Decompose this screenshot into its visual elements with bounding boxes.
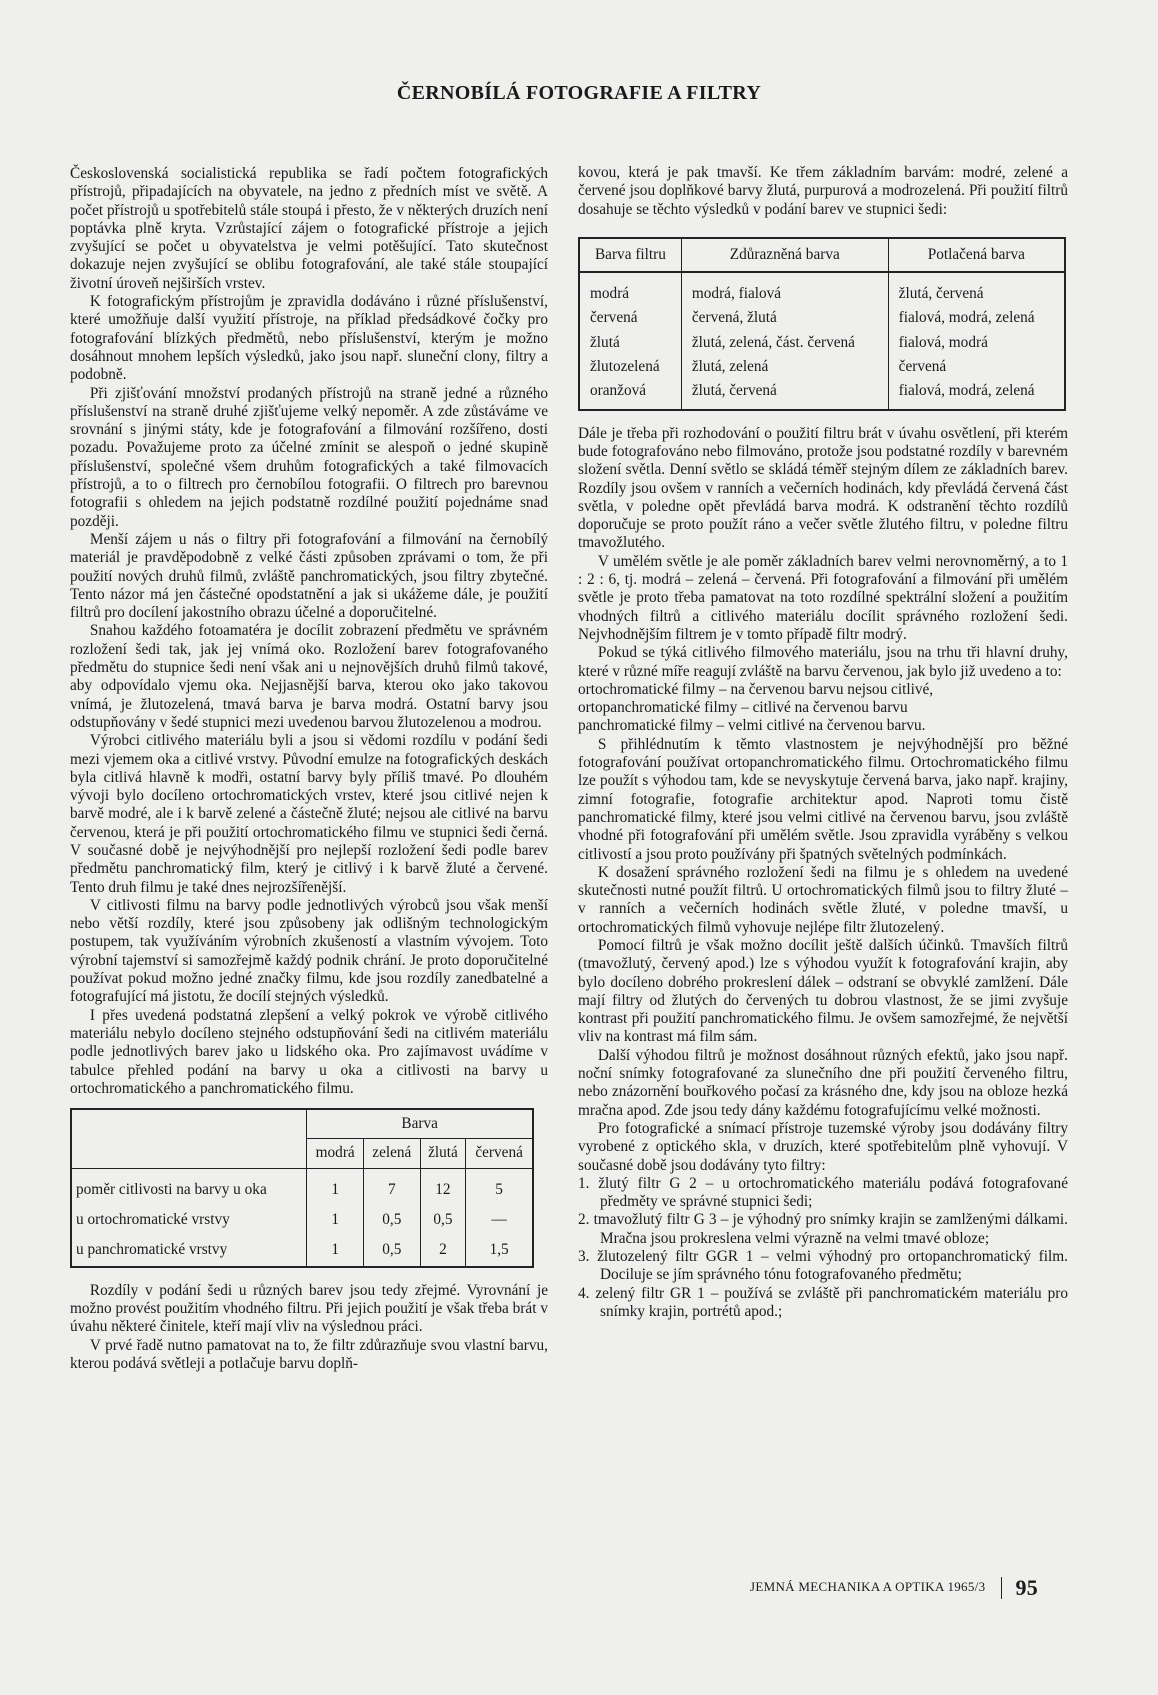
table-cell: žlutá, zelená, část. červená	[681, 333, 888, 357]
table-cell: žlutá, červená	[681, 381, 888, 409]
table-header: Barva filtru	[579, 238, 681, 272]
table-cell: modrá, fialová	[681, 272, 888, 308]
table-cell: fialová, modrá, zelená	[888, 308, 1065, 332]
table-cell: červená, žlutá	[681, 308, 888, 332]
paragraph: Menší zájem u nás o filtry při fotografování a filmování na černobílý materiál je pravděpodobně z velké části způsoben zprávami o tom, že při použití nových druhů filmů, zvláště panchromatických, jsou filtry zbytečné. Tento názor má jen částečné opodstatnění a jak si ukážeme dále, je použití filtrů pro docílení jakostního obrazu účelné a doporučitelné.	[70, 530, 548, 622]
table-cell: fialová, modrá, zelená	[888, 381, 1065, 409]
paragraph: S přihlédnutím k těmto vlastnostem je nejvýhodnější pro běžné fotografování používat ortopanchromatického filmu. Ortochromatického filmu lze použít s výhodou tam, kde se nevyskytuje červená barva, jako např. krajiny, zimní fotografie, fotografie architektur apod. Naproti tomu čistě panchromatické filmy, které jsou velmi citlivé na červenou barvu, jsou zvláště vhodné při fotografování při umělém světle. Jsou zpravidla vyráběny s velkou citlivostí a jsou proto používány při špatných světelných podmínkách.	[578, 735, 1068, 863]
table-group-header: Barva	[307, 1109, 533, 1139]
paragraph: Dále je třeba při rozhodování o použití filtru brát v úvahu osvětlení, při kterém bude fotografováno nebo filmováno, protože jsou podstatné rozdíly v barevném složení světla. Denní světlo se skládá téměř stejným dílem ze základních barev. Rozdíly jsou ovšem v ranních a večerních hodinách, kdy převládá červená část světla, v poledne opět převládá barva modrá. K odstranění těchto rozdílů doporučuje se proto použít ráno a večer světle žlutého filtru, v poledne filtru tmavožlutého.	[578, 424, 1068, 552]
article-title: ČERNOBÍLÁ FOTOGRAFIE A FILTRY	[396, 82, 762, 104]
table-header: Zdůrazněná barva	[681, 238, 888, 272]
table-row	[71, 1205, 533, 1235]
table-header: červená	[466, 1139, 533, 1168]
table-cell: 0,5	[420, 1205, 466, 1235]
list-item: 2. tmavožlutý filtr G 3 – je výhodný pro snímky krajin se zamlženými dálkami. Mračna jsou prokreslena velmi výrazně na velmi tmavé obloze;	[578, 1211, 1068, 1247]
paragraph: Československá socialistická republika se řadí počtem fotografických přístrojů, připadajících na obyvatele, na jedno z předních míst ve světě. A počet přístrojů u spotřebitelů stále stoupá i přesto, že v některých druzích není poptávka plně kryta. Vzrůstající zájem o fotografické přístroje a jejich zvyšující se počet u obyvatelstva je velmi potěšující. Tato skutečnost dokazuje nejen zvyšující se oblibu fotografování, ale také stále stoupající životní úroveň nejširších vrstev.	[70, 165, 548, 292]
film-type-line: ortopanchromatické filmy – citlivé na červenou barvu	[578, 699, 908, 717]
table-cell: 12	[420, 1168, 466, 1205]
table-cell: fialová, modrá	[888, 333, 1065, 357]
table-header-empty	[71, 1109, 307, 1168]
paragraph: Výrobci citlivého materiálu byli a jsou si vědomi rozdílu v podání šedi mezi vjemem oka a citlivé vrstvy. Původní emulze na fotografických deskách byla citlivá hlavně k modři, ostatní barvy byly příliš tmavé. Po dlouhém vývoji bylo docíleno ortochromatických vrstev, které jsou citlivé nejen k barvě modré, ale i k barvě zelené a částečně žluté; nejsou ale citlivé na barvu červenou, která je při použití ortochromatického filmu ve stupnici šedi černá. V současné době je nejvýhodnější pro nejlepší rozložení šedi podle barev předmětu panchromatický film, který je citlivý i k barvě žluté a červené. Tento druh filmu je také dnes nejrozšířenější.	[70, 732, 548, 896]
table-cell: 0,5	[364, 1205, 421, 1235]
table-cell: 1	[307, 1235, 364, 1266]
table-cell: žlutozelená	[579, 357, 681, 381]
paragraph: Pokud se týká citlivého filmového materiálu, jsou na trhu tři hlavní druhy, které v různé míře reagují zvláště na barvu červenou, jak bylo již uvedeno a to:	[578, 644, 1068, 680]
table-row	[71, 1168, 533, 1205]
paragraph: I přes uvedená podstatná zlepšení a velký pokrok ve výrobě citlivého materiálu nebylo docíleno stejného odstupňování šedi na citlivém materiálu podle jednotlivých barev jako u lidského oka. Pro zajímavost uvádíme v tabulce přehled podání na barvy u oka a citlivosti na barvy u ortochromatického a panchromatického filmu.	[70, 1006, 548, 1097]
table-row	[579, 272, 1065, 308]
table-header: zelená	[364, 1139, 421, 1168]
table-row	[579, 357, 1065, 381]
list-item: 3. žlutozelený filtr GGR 1 – velmi výhodný pro ortopanchromatický film. Dociluje se jím správného tónu fotografovaného předmětu;	[578, 1248, 1068, 1284]
table-row	[579, 381, 1065, 409]
sensitivity-table	[70, 1108, 534, 1267]
paragraph: Pro fotografické a snímací přístroje tuzemské výroby jsou dodávány filtry vyrobené z optického skla, v druzích, které spotřebitelům plně vyhovují. V současné době jsou dodávány tyto filtry:	[578, 1119, 1068, 1174]
filter-table	[578, 237, 1066, 411]
film-type-line: ortochromatické filmy – na červenou barvu nejsou citlivé,	[578, 680, 934, 698]
table-cell: 1	[307, 1168, 364, 1205]
footer-divider	[1001, 1577, 1002, 1599]
table-cell: 1,5	[466, 1235, 533, 1266]
table-cell: žlutá, červená	[888, 272, 1065, 308]
list-item: 1. žlutý filtr G 2 – u ortochromatického materiálu podává fotografované předměty ve správné stupnici šedi;	[578, 1174, 1068, 1211]
table-row	[71, 1235, 533, 1266]
page-footer	[750, 1575, 1038, 1601]
paragraph: Při zjišťování množství prodaných přístrojů na straně jedné a různého příslušenství na straně druhé zjišťujeme velký nepoměr. A zde zůstáváme ve srovnání s jinými státy, kde je fotografování a filmování rozšířeno, dosti pozadu. Považujeme proto za účelné zmínit se alespoň o jedné skupině příslušenství, společné všem druhům fotografických a také filmovacích přístrojů, a to o filtrech pro černobílou fotografii. O filtrech pro barevnou fotografii s ohledem na jejich podstatně rozdílné použití pojednáme snad později.	[70, 384, 548, 530]
paragraph: V prvé řadě nutno pamatovat na to, že filtr zdůrazňuje svou vlastní barvu, kterou podává světleji a potlačuje barvu doplň-	[70, 1336, 548, 1372]
table-header: žlutá	[420, 1139, 466, 1168]
table-header: Potlačená barva	[888, 238, 1065, 272]
table-cell: 5	[466, 1168, 533, 1205]
table-cell: žlutá, zelená	[681, 357, 888, 381]
paragraph: Pomocí filtrů je však možno docílit ještě dalších účinků. Tmavších filtrů (tmavožlutý, červený apod.) lze s výhodou využít k fotografování krajin, aby bylo docíleno dobrého prokreslení dálek – odstraní se obvyklé zamlžení. Dále mají filtry od žlutých do červených tu dobrou vlastnost, že se jimi zvyšuje kontrast při použití panchromatického filmu. Je ovšem samozřejmé, že největší vliv na kontrast má film sám.	[578, 936, 1068, 1046]
left-column	[70, 165, 548, 1373]
paragraph: K dosažení správného rozložení šedi na filmu je s ohledem na uvedené skutečnosti nutné použít filtrů. U ortochromatických filmů jsou to filtry žluté – v ranních a večerních hodinách světle žluté, v poledne tmavší, u ortochromatických filmů vyhovuje nejlépe filtr žlutozelený.	[578, 863, 1068, 936]
filter-list	[578, 1175, 1068, 1321]
paragraph: Snahou každého fotoamatéra je docílit zobrazení předmětu ve správném rozložení šedi tak, jak jej vnímá oko. Rozložení barev fotografovaného předmětu do stupnice šedi není však ani u nejnovějších druhů filmů takové, aby odpovídalo vjemu oka. Nejjasnější barva, kterou oko jako takovou vnímá, je žlutozelená, tmavá barva je barva modrá. Ostatní barvy jsou odstupňovány v šedé stupnici mezi uvedenou barvou žlutozelenou a modrou.	[70, 622, 548, 731]
journal-name: JEMNÁ MECHANIKA A OPTIKA 1965/3	[750, 1578, 986, 1594]
table-cell: oranžová	[579, 381, 681, 409]
table-cell: 0,5	[364, 1235, 421, 1266]
paragraph: K fotografickým přístrojům je zpravidla dodáváno i různé příslušenství, které umožňuje další využití přístroje, na příklad předsádkové čočky pro fotografování blízkých předmětů, nebo příslušenství, kterým je možno dosáhnout mnohem lepších výsledků, jako jsou např. sluneční clony, filtry a podobně.	[70, 293, 548, 384]
table-cell: červená	[888, 357, 1065, 381]
table-cell: žlutá	[579, 333, 681, 357]
list-item: 4. zelený filtr GR 1 – používá se zvláště při panchromatickém materiálu pro snímky krajin, portrétů apod.;	[578, 1284, 1068, 1320]
table-cell: —	[466, 1205, 533, 1235]
table-cell: modrá	[579, 272, 681, 308]
paragraph: kovou, která je pak tmavší. Ke třem základním barvám: modré, zelené a červené jsou doplňkové barvy žlutá, purpurová a modrozelená. Při použití filtrů dosahuje se těchto výsledků v podání barev ve stupnici šedi:	[578, 164, 1068, 218]
film-type-line: panchromatické filmy – velmi citlivé na červenou barvu.	[578, 717, 926, 735]
table-header: modrá	[307, 1139, 364, 1168]
table-cell: červená	[579, 308, 681, 332]
page-number: 95	[1015, 1575, 1039, 1600]
row-label: u panchromatické vrstvy	[71, 1235, 307, 1266]
table-row	[579, 333, 1065, 357]
table-cell: 1	[307, 1205, 364, 1235]
right-column	[578, 164, 1068, 1321]
row-label: u ortochromatické vrstvy	[71, 1205, 307, 1235]
table-cell: 7	[364, 1168, 421, 1205]
paragraph: V umělém světle je ale poměr základních barev velmi nerovnoměrný, a to 1 : 2 : 6, tj. modrá – zelená – červená. Při fotografování a filmování při umělém světle je proto třeba pamatovat na toto rozdílné spektrální složení a použitím vhodných filtrů a citlivého materiálu docílit správného rozložení šedi. Nejvhodnějším filtrem je v tomto případě filtr modrý.	[578, 552, 1068, 643]
row-label: poměr citlivosti na barvy u oka	[71, 1168, 307, 1205]
paragraph: V citlivosti filmu na barvy podle jednotlivých výrobců jsou však menší nebo větší rozdíly, které jsou způsobeny jak odlišným technologickým postupem, tak využíváním výrobních zkušeností a vlastním vývojem. Toto výrobní tajemství si samozřejmě každý podnik chrání. Je proto doporučitelné používat pokud možno jedné značky filmu, kde jsou rozdíly zanedbatelné a fotografující má jistotu, že docílí stejných výsledků.	[70, 896, 548, 1006]
paragraph: Rozdíly v podání šedi u různých barev jsou tedy zřejmé. Vyrovnání je možno provést použitím vhodného filtru. Při jejich použití je však třeba brát v úvahu některé činitele, kteří mají vliv na výslednou práci.	[70, 1281, 548, 1336]
table-row	[579, 308, 1065, 332]
table-cell: 2	[420, 1235, 466, 1266]
paragraph: Další výhodou filtrů je možnost dosáhnout různých efektů, jako jsou např. noční snímky fotografované za slunečního dne při použití červeného filtru, nebo znázornění bouřkového počasí za krásného dne, kdy jsou na obloze hezká mračna apod. Zde jsou tedy dány každému fotografujícímu velké možnosti.	[578, 1046, 1068, 1119]
